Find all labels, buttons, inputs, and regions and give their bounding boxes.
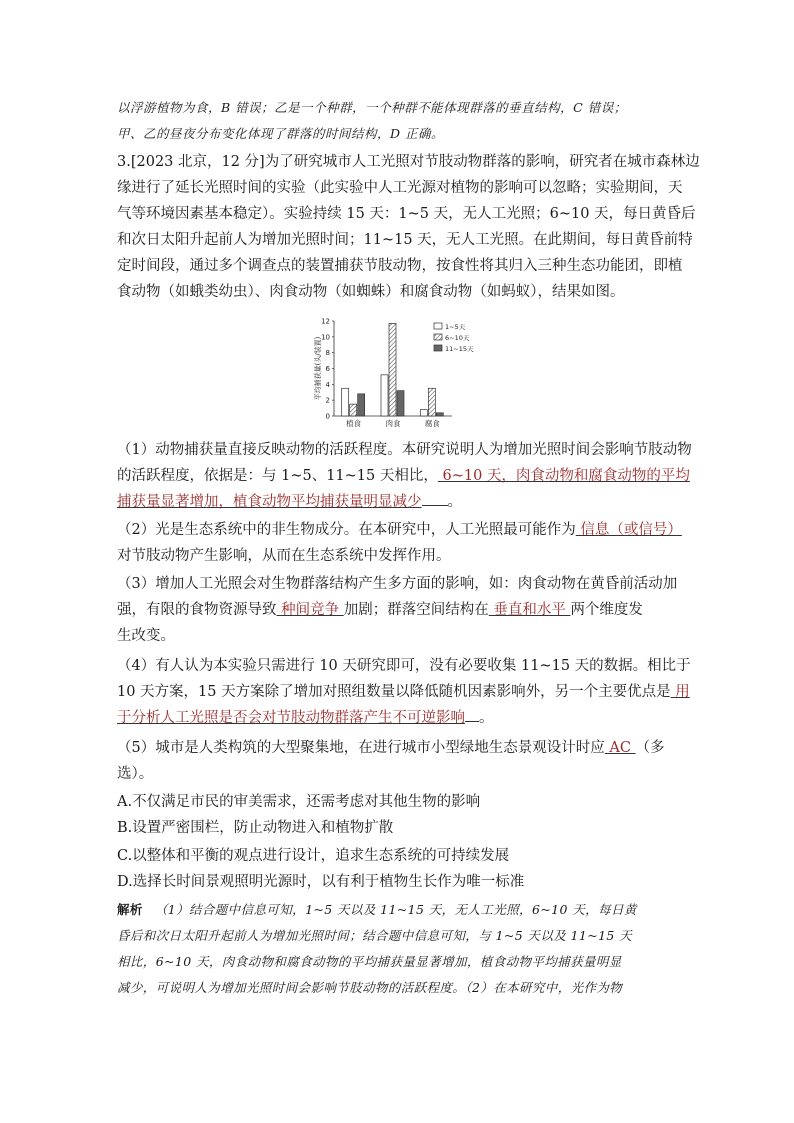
- q4-line-3: [117, 706, 677, 727]
- q3-answer-1: 种间竞争: [276, 602, 344, 618]
- q3-text-b: 加剧；群落空间结构在: [343, 602, 489, 618]
- question-line-5: 定时间段，通过多个调查点的装置捕获节肢动物，按食性将其归入三种生态功能团，即植: [117, 258, 683, 274]
- q5-option-d: D.选择长时间景观照明光源时，以有利于植物生长作为唯一标准: [117, 874, 525, 890]
- q4-end-punct: 。: [479, 710, 494, 726]
- q5-option-b: B.设置严密围栏，防止动物进入和植物扩散: [117, 820, 394, 836]
- explanation-line-4: 减少，可说明人为增加光照时间会影响节肢动物的活跃程度。（2）在本研究中，光作为物: [117, 980, 623, 995]
- chart-legend-label: 1~5天: [445, 323, 466, 331]
- q1-end-punct: 。: [447, 494, 462, 510]
- question-line-4: 和次日太阳升起前人为增加光照时间；11~15 天，无人工光照。在此期间，每日黄昏前特: [117, 232, 693, 248]
- chart-bar: [358, 394, 365, 416]
- previous-answer-line-1: 以浮游植物为食，B 错误；乙是一个种群，一个种群不能体现群落的垂直结构，C 错误；: [117, 100, 627, 115]
- chart-x-tick-label: 植食: [346, 419, 362, 428]
- chart-legend-swatch: [434, 334, 442, 340]
- chart-bar: [342, 388, 349, 416]
- chart-y-tick-label: 10: [321, 333, 330, 342]
- q4-answer-part-1: 用: [670, 684, 690, 700]
- explanation-text-1: （1）结合题中信息可知，1~5 天以及 11~15 天，无人工光照，6~10 天，每日黄: [154, 902, 637, 917]
- q5-option-a: A.不仅满足市民的审美需求，还需考虑对其他生物的影响: [117, 794, 481, 810]
- q3-line-1: （3）增加人工光照会对生物群落结构产生多方面的影响，如：肉食动物在黄昏前活动加: [117, 576, 678, 592]
- q2-answer: 信息（或信号）: [575, 522, 682, 538]
- q2-line-1: [117, 518, 682, 539]
- question-line-2: 缘进行了延长光照时间的实验（此实验中人工光源对植物的影响可以忽略；实验期间，天: [117, 180, 683, 196]
- chart-bar: [397, 391, 404, 416]
- q1-stem-text: 的活跃程度，依据是：与 1~5、11~15 天相比，: [117, 468, 438, 484]
- capture-bar-chart: [296, 313, 496, 433]
- q5-stem-suffix: （多: [635, 740, 665, 756]
- chart-bar: [436, 413, 443, 416]
- chart-legend-swatch: [434, 323, 442, 329]
- chart-bar: [389, 323, 396, 416]
- q1-line-2: [117, 464, 690, 485]
- chart-legend-swatch: [434, 345, 442, 351]
- chart-y-tick-label: 6: [325, 365, 330, 373]
- chart-x-tick-label: 肉食: [385, 419, 401, 428]
- q3-line-2: [117, 598, 677, 619]
- explanation-label: 解析: [117, 902, 143, 917]
- chart-y-tick-label: 2: [325, 396, 330, 405]
- chart-x-tick-label: 腐食: [424, 419, 440, 428]
- q5-line-2: 选）。: [117, 766, 154, 782]
- q5-line-1: [117, 736, 677, 757]
- q5-answer: AC: [604, 740, 636, 756]
- chart-y-axis-label: 平均捕获量(头/装置): [314, 336, 322, 401]
- q3-line-3: 生改变。: [117, 628, 175, 644]
- q2-line-2: 对节肢动物产生影响，从而在生态系统中发挥作用。: [117, 548, 451, 564]
- chart-legend-label: 6~10天: [445, 334, 470, 342]
- chart-bar: [350, 404, 357, 416]
- q4-stem-text: 10 天方案，15 天方案除了增加对照组数量以降低随机因素影响外，另一个主要优点是: [117, 684, 671, 700]
- question-line-6: 食动物（如蛾类幼虫）、肉食动物（如蜘蛛）和腐食动物（如蚂蚁），结果如图。: [117, 284, 625, 300]
- explanation-line-3: 相比，6~10 天，肉食动物和腐食动物的平均捕获量显著增加，植食动物平均捕获量明显: [117, 954, 622, 969]
- question-line-3: 气等环境因素基本稳定）。实验持续 15 天：1~5 天，无人工光照；6~10 天，每日黄昏后: [117, 206, 696, 222]
- q5-stem-text: （5）城市是人类构筑的大型聚集地，在进行城市小型绿地生态景观设计时应: [117, 740, 605, 756]
- explanation-line-2: 昏后和次日太阳升起前人为增加光照时间；结合题中信息可知，与 1~5 天以及 11~15 天: [117, 928, 633, 943]
- explanation-line-1: [117, 900, 677, 918]
- q1-answer-part-1: 6~10 天，肉食动物和腐食动物的平均: [437, 468, 690, 484]
- q4-line-2: [117, 680, 690, 701]
- q3-text-c: 两个维度发: [570, 602, 643, 618]
- chart-bar: [420, 410, 427, 416]
- q1-line-1: （1）动物捕获量直接反映动物的活跃程度。本研究说明人为增加光照时间会影响节肢动物: [117, 442, 692, 458]
- q4-answer-part-2: 于分析人工光照是否会对节肢动物群落产生不可逆影响: [117, 710, 465, 726]
- chart-y-tick-label: 8: [325, 349, 330, 358]
- chart-bar: [381, 375, 388, 416]
- q3-text-a: 强，有限的食物资源导致: [117, 602, 277, 618]
- previous-answer-line-2: 甲、乙的昼夜分布变化体现了群落的时间结构，D 正确。: [117, 126, 444, 141]
- question-line-1: 3.[2023 北京，12 分]为了研究城市人工光照对节肢动物群落的影响，研究者在城市森林边: [117, 154, 700, 170]
- q3-answer-2: 垂直和水平: [488, 602, 571, 618]
- q1-line-3: [117, 490, 677, 511]
- chart-y-tick-label: 12: [321, 317, 330, 326]
- chart-y-tick-label: 4: [325, 380, 330, 389]
- chart-legend-label: 11~15天: [445, 345, 474, 353]
- q4-line-1: （4）有人认为本实验只需进行 10 天研究即可，没有必要收集 11~15 天的数据。相比于: [117, 658, 691, 674]
- q2-stem-text: （2）光是生态系统中的非生物成分。在本研究中，人工光照最可能作为: [117, 522, 576, 538]
- chart-bar: [428, 388, 435, 416]
- chart-y-tick-label: 0: [325, 412, 330, 421]
- q5-option-c: C.以整体和平衡的观点进行设计，追求生态系统的可持续发展: [117, 848, 510, 864]
- q1-answer-part-2: 捕获量显著增加，植食动物平均捕获量明显减少: [117, 494, 422, 510]
